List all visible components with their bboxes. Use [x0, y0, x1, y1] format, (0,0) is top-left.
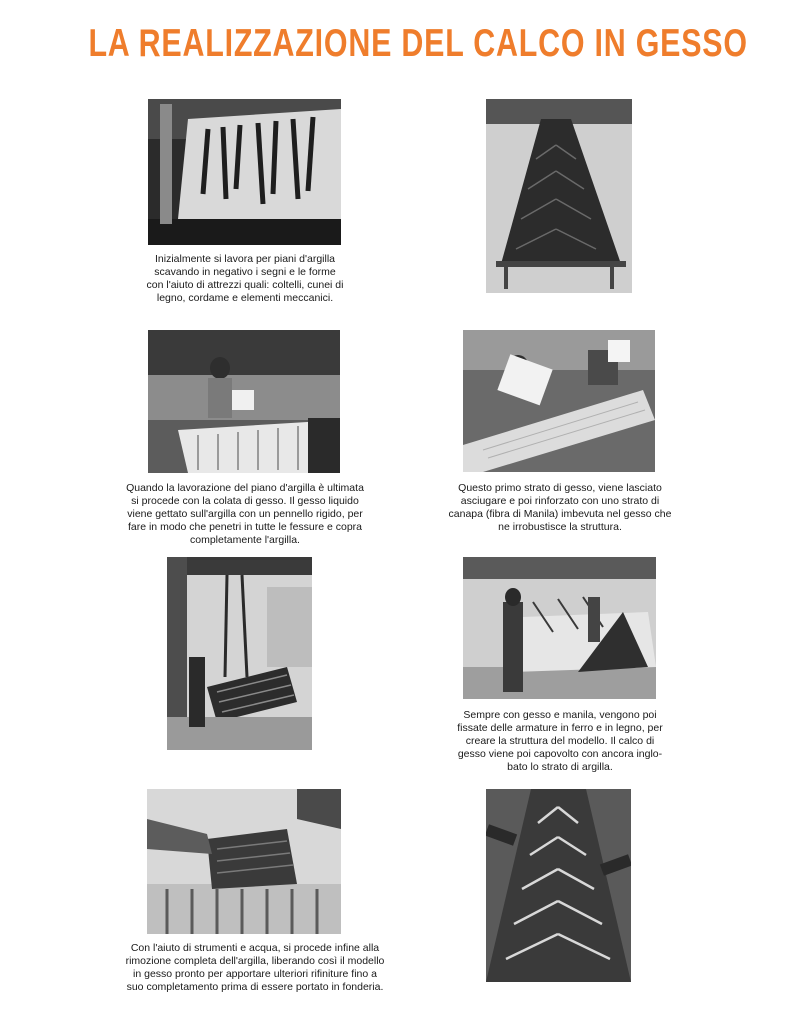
- caption-line: creare la struttura del modello. Il calco di: [465, 735, 655, 747]
- caption-line: si procede con la colata di gesso. Il gesso liquido: [131, 495, 359, 507]
- caption-line: Questo primo strato di gesso, viene lasciato: [458, 482, 662, 494]
- caption-line: legno, cordame e elementi meccanici.: [156, 292, 334, 304]
- photo-removing-clay: [147, 789, 341, 934]
- caption-line: fissate delle armature in ferro e in legno, per: [457, 722, 663, 734]
- caption-armature: [425, 709, 695, 774]
- caption-hemp-reinforcement: [430, 482, 690, 534]
- caption-clay-carving: [120, 253, 370, 305]
- caption-clay-removal: [100, 942, 410, 994]
- caption-line: rimozione completa dell'argilla, liberando così il modello: [125, 955, 385, 967]
- caption-line: Con l'aiuto di strumenti e acqua, si procede infine alla: [130, 942, 380, 954]
- caption-line: Sempre con gesso e manila, vengono poi: [463, 709, 657, 721]
- photo-tools-on-table: [148, 99, 341, 245]
- photo-carved-clay-plane: [486, 99, 632, 293]
- photo-finished-mould: [486, 789, 631, 982]
- caption-line: con l'aiuto di attrezzi quali: coltelli, cunei di: [146, 279, 344, 291]
- caption-line: Inizialmente si lavora per piani d'argilla: [154, 253, 335, 265]
- caption-line: canapa (fibra di Manila) imbevuta nel gesso che: [448, 508, 672, 520]
- caption-line: fare in modo che penetri in tutte le fessure e copra: [127, 521, 363, 533]
- caption-plaster-pouring: [95, 482, 395, 547]
- photo-armature-structure: [463, 557, 656, 699]
- page-title: LA REALIZZAZIONE DEL CALCO IN GESSO: [88, 22, 748, 65]
- caption-line: Quando la lavorazione del piano d'argilla è ultimata: [126, 482, 364, 494]
- photo-pouring-plaster: [148, 330, 340, 473]
- caption-line: completamente l'argilla.: [190, 534, 300, 546]
- caption-line: ne irrobustisce la struttura.: [498, 521, 622, 533]
- caption-line: bato lo strato di argilla.: [507, 761, 613, 773]
- caption-line: gesso viene poi capovolto con ancora inglo-: [457, 748, 663, 760]
- caption-line: viene gettato sull'argilla con un pennello rigido, per: [127, 508, 363, 520]
- caption-line: suo completamento prima di essere portato in fonderia.: [126, 981, 384, 993]
- caption-line: scavando in negativo i segni e le forme: [154, 266, 336, 278]
- photo-hemp-fibre-layer: [463, 330, 655, 472]
- caption-line: asciugare e poi rinforzato con uno strato di: [460, 495, 660, 507]
- photo-cast-lifted-with-chains: [167, 557, 312, 750]
- caption-line: in gesso pronto per apportare ulteriori rifiniture fino a: [133, 968, 377, 980]
